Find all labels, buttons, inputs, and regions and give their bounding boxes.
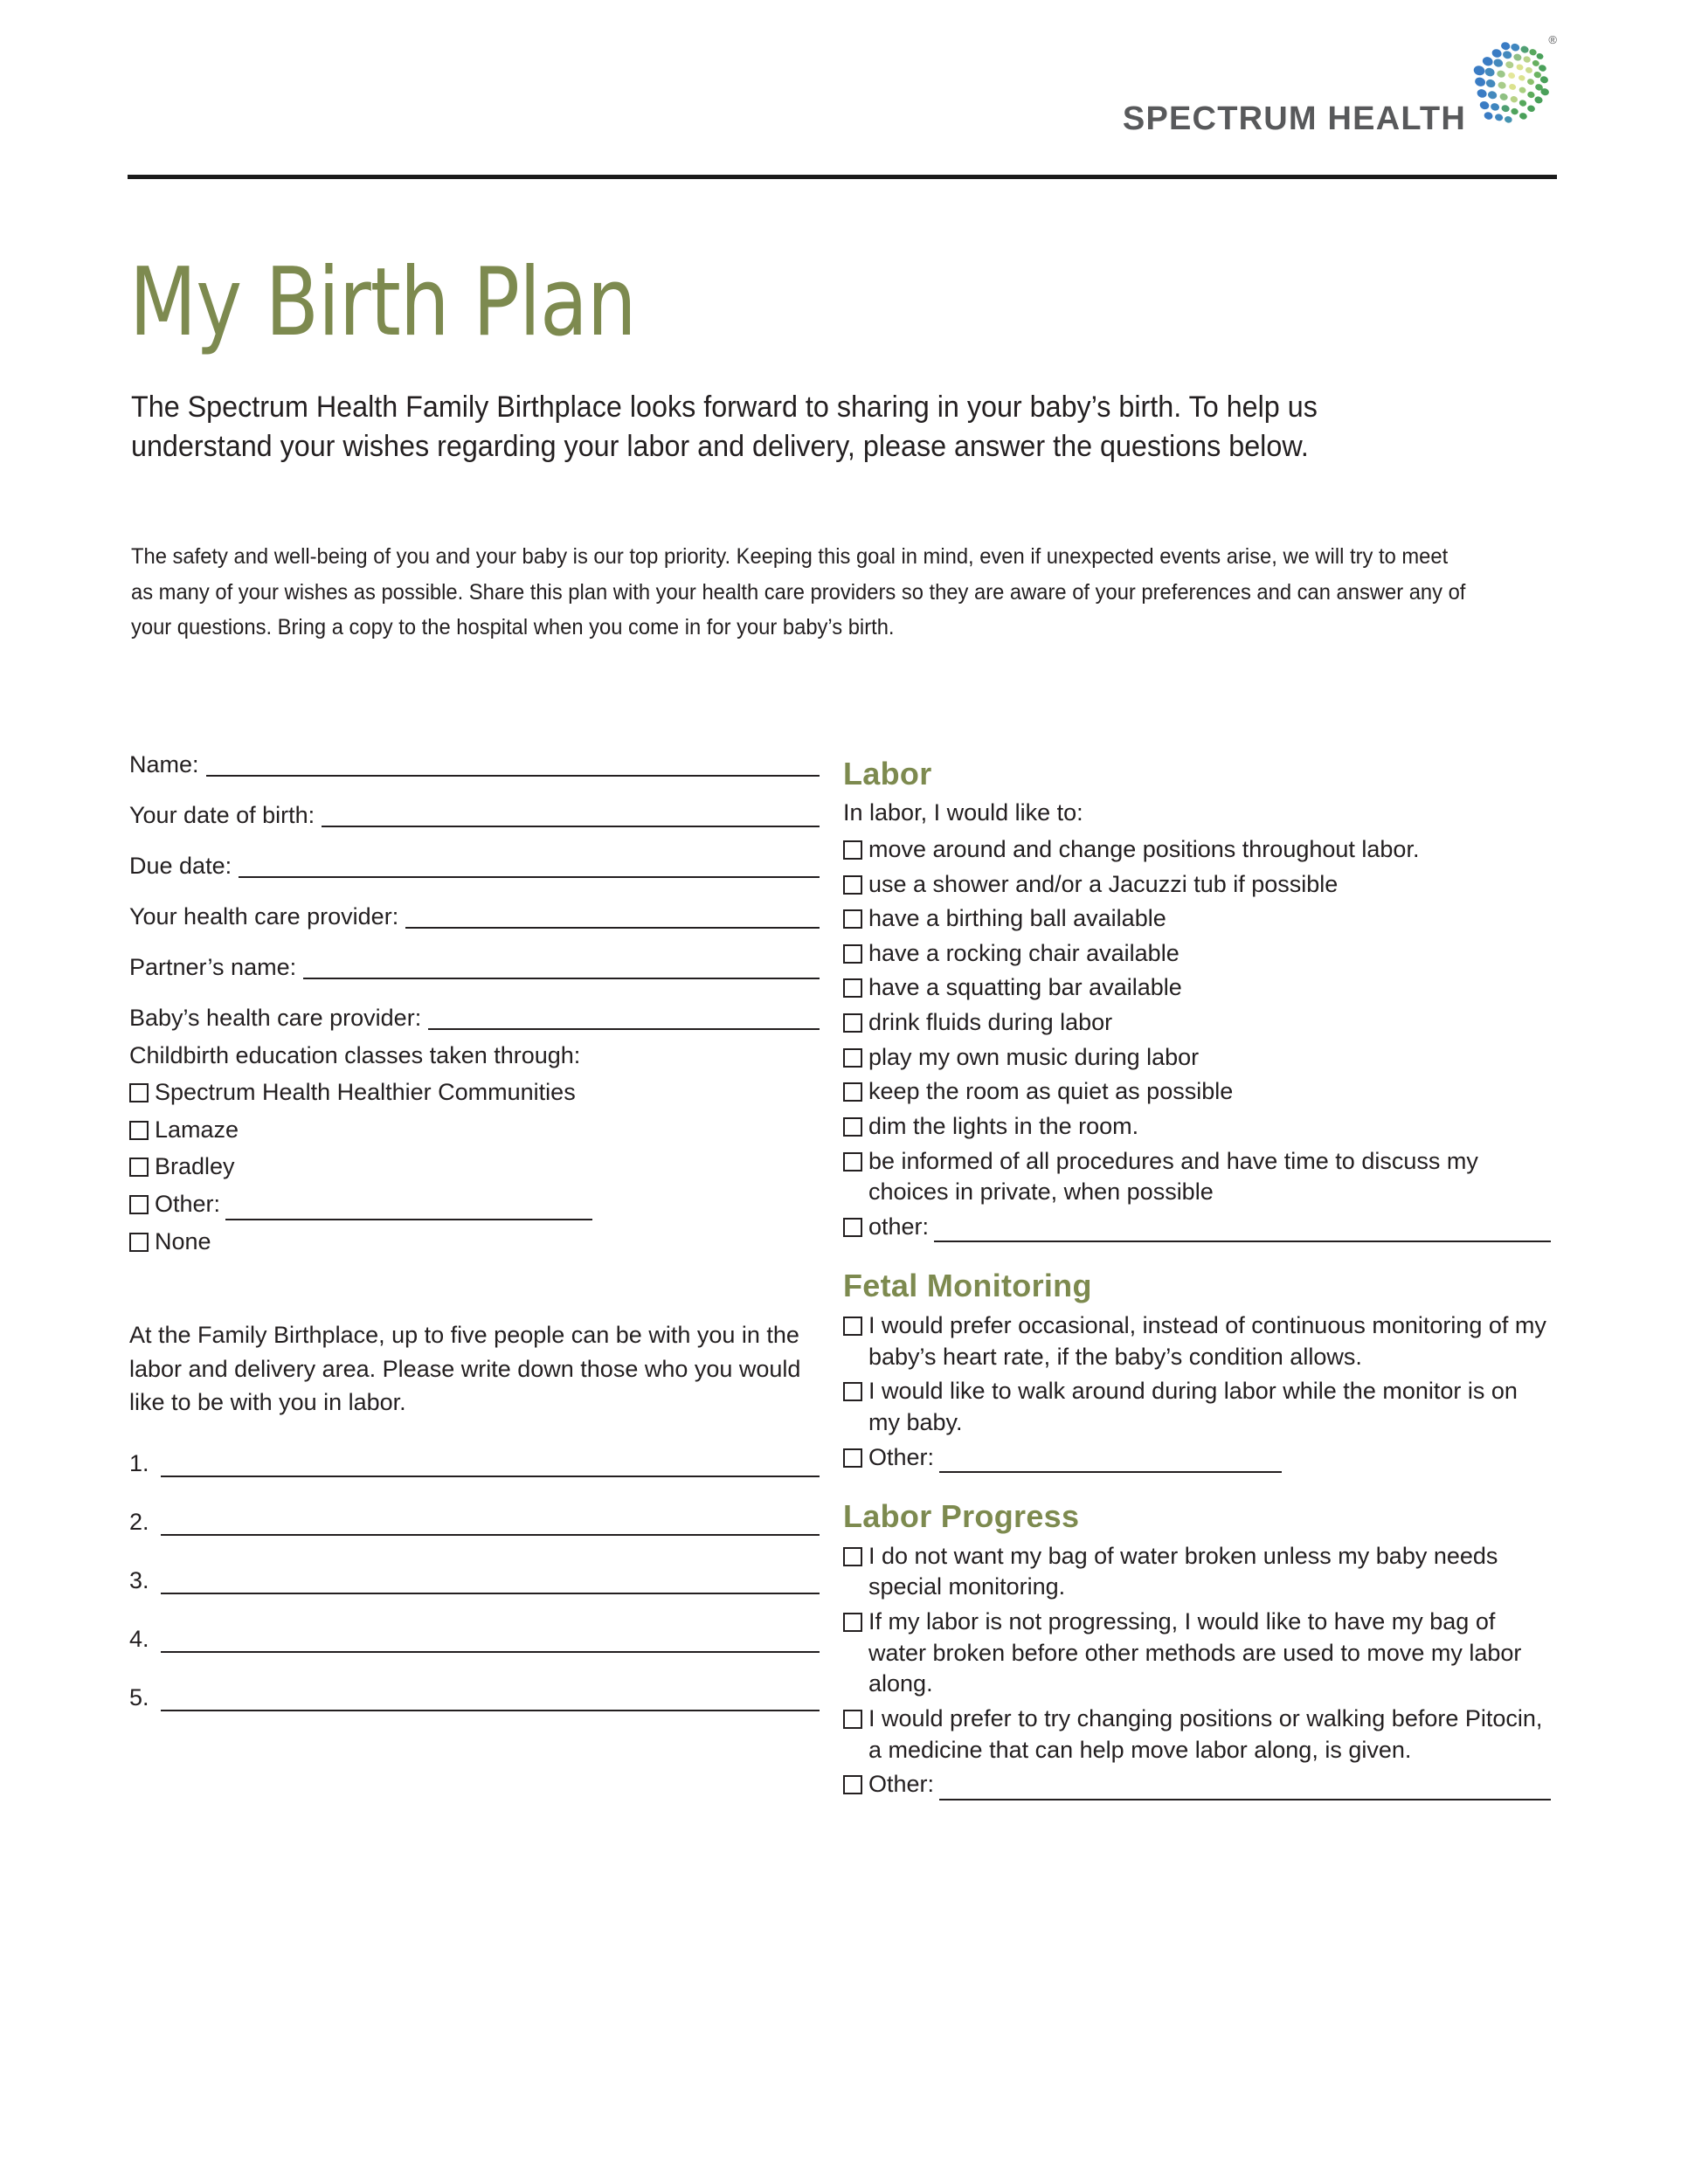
field-label: Name: [129,751,199,778]
checkbox-label: Bradley [155,1153,235,1180]
write-in-line[interactable] [939,1454,1282,1473]
write-in-line[interactable] [161,1518,820,1536]
checkbox-item-fetal-other[interactable] [843,1442,1551,1474]
checkbox-label: keep the room as quiet as possible [868,1078,1234,1105]
section-subheading-labor: In labor, I would like to: [843,798,1083,826]
checkbox-item-progress-break-bag-first[interactable] [843,1607,1551,1700]
checkbox-item-labor-quiet-room[interactable] [843,1076,1551,1108]
checkbox-icon[interactable] [843,944,862,964]
checkbox-label: use a shower and/or a Jacuzzi tub if possible [868,870,1339,897]
section-heading-labor-progress: Labor Progress [843,1498,1080,1535]
spectrum-health-diamond-dots-icon [1464,35,1553,133]
checkbox-label: None [155,1227,211,1254]
field-your-date-of-birth[interactable] [129,804,820,827]
checkbox-item-labor-move-around[interactable] [843,834,1551,866]
checkbox-icon[interactable] [843,1317,862,1336]
checkbox-item-labor-informed-procedures[interactable] [843,1146,1551,1208]
checkbox-item-labor-squatting-bar[interactable] [843,972,1551,1004]
field-label: Baby’s health care provider: [129,1005,422,1031]
checkbox-item-bradley[interactable] [129,1151,820,1183]
checkbox-label: move around and change positions throughout labor. [868,835,1420,862]
list-number: 1. [129,1450,149,1477]
write-in-line[interactable] [161,1694,820,1711]
checkbox-label: I would prefer to try changing positions or walking before Pitocin, a medicine that can help move labor along, is given. [868,1704,1543,1763]
write-in-line[interactable] [161,1635,820,1653]
checkbox-label: Spectrum Health Healthier Communities [155,1079,576,1106]
field-label: Your health care provider: [129,903,399,930]
checkbox-icon[interactable] [129,1083,149,1102]
checkbox-item-labor-shower-jacuzzi[interactable] [843,869,1551,901]
checkbox-label: be informed of all procedures and have time to discuss my choices in private, when possible [868,1147,1478,1206]
attendee-row-3[interactable] [129,1567,820,1594]
checkbox-icon[interactable] [843,1117,862,1137]
checkbox-icon[interactable] [129,1158,149,1177]
field-label: Due date: [129,853,232,879]
childbirth-education-prompt: Childbirth education classes taken through: [129,1042,581,1068]
write-in-line[interactable] [161,1460,820,1477]
attendee-row-2[interactable] [129,1509,820,1536]
left-column [129,753,820,1743]
checkbox-label: If my labor is not progressing, I would like to have my bag of water broken before other methods are used to move my labor along. [868,1608,1522,1697]
write-in-line[interactable] [225,1201,592,1220]
checkbox-item-labor-own-music[interactable] [843,1042,1551,1074]
checkbox-item-progress-positions-before-pitocin[interactable] [843,1704,1551,1766]
checkbox-icon[interactable] [843,1710,862,1729]
attendee-row-1[interactable] [129,1450,820,1477]
checkbox-icon[interactable] [843,1382,862,1401]
attendees-list [129,1450,820,1711]
field-your-health-care-provider[interactable] [129,905,820,929]
section-heading-fetal-monitoring: Fetal Monitoring [843,1268,1092,1304]
checkbox-label: I would like to walk around during labor while the monitor is on my baby. [868,1378,1518,1435]
section-heading-labor: Labor [843,756,932,791]
attendee-row-5[interactable] [129,1684,820,1711]
checkbox-icon[interactable] [843,1048,862,1068]
checkbox-icon[interactable] [843,1218,862,1237]
checkbox-item-lamaze[interactable] [129,1115,820,1146]
page-title: My Birth Plan [129,248,636,358]
checkbox-icon[interactable] [129,1233,149,1252]
write-in-line[interactable] [206,757,820,777]
write-in-line[interactable] [934,1223,1551,1242]
checkbox-icon[interactable] [129,1195,149,1214]
checkbox-icon[interactable] [843,1082,862,1102]
checkbox-icon[interactable] [129,1121,149,1140]
field-name[interactable] [129,753,820,777]
checkbox-item-labor-drink-fluids[interactable] [843,1007,1551,1039]
checkbox-label: dim the lights in the room. [868,1112,1139,1139]
checkbox-label: Lamaze [155,1116,239,1143]
write-in-line[interactable] [428,1011,820,1030]
checkbox-item-fetal-walk-around[interactable] [843,1376,1551,1438]
checkbox-icon[interactable] [843,1775,862,1794]
field-label: Partner’s name: [129,954,297,980]
checkbox-label: have a squatting bar available [868,974,1182,1001]
checkbox-icon[interactable] [843,1448,862,1468]
write-in-line[interactable] [322,808,820,827]
checkbox-item-labor-rocking-chair[interactable] [843,938,1551,970]
write-in-line[interactable] [405,909,820,929]
checkbox-label: Other: [868,1771,935,1798]
spectrum-health-logo [1110,26,1564,157]
intro-body-paragraph: The safety and well-being of you and your baby is our top priority. Keeping this goal in mind, even if unexpected events arise, we will try to meet as many of your wishes as possible. Share this plan with your health care providers so they are aware of your preferences and can answer any of your questions. Bring a copy to the hospital when you come in for your baby’s birth. [131,544,1466,639]
write-in-line[interactable] [239,859,820,878]
checkbox-icon[interactable] [843,840,862,860]
checkbox-item-labor-birthing-ball[interactable] [843,903,1551,935]
checkbox-item-labor-other[interactable] [843,1212,1551,1243]
checkbox-item-none[interactable] [129,1227,820,1258]
checkbox-label: I do not want my bag of water broken unless my baby needs special monitoring. [868,1542,1498,1600]
field-partner-name[interactable] [129,956,820,979]
list-number: 4. [129,1626,149,1653]
list-number: 3. [129,1567,149,1594]
attendees-instructions: At the Family Birthplace, up to five people can be with you in the labor and delivery area. Please write down those who you would like to be with you in labor. [129,1322,801,1416]
field-due-date[interactable] [129,854,820,878]
checkbox-icon[interactable] [843,909,862,929]
checkbox-icon[interactable] [843,1013,862,1033]
checkbox-label: have a rocking chair available [868,939,1180,966]
write-in-line[interactable] [303,960,820,979]
checkbox-item-progress-other[interactable] [843,1769,1551,1800]
checkbox-label: drink fluids during labor [868,1009,1113,1036]
checkbox-icon[interactable] [843,1613,862,1632]
header-divider [128,175,1557,179]
checkbox-icon[interactable] [843,1152,862,1171]
write-in-line[interactable] [939,1781,1551,1800]
right-column [843,757,1551,1804]
checkbox-label: other: [868,1213,930,1240]
checkbox-item-progress-no-bag-broken[interactable] [843,1541,1551,1603]
checkbox-label: I would prefer occasional, instead of continuous monitoring of my baby’s heart rate, if the baby’s condition allows. [868,1312,1546,1370]
brand-wordmark: SPECTRUM HEALTH [1122,100,1466,137]
checkbox-item-spectrum-health-healthier-communities[interactable] [129,1077,820,1109]
checkbox-label: Other: [155,1191,221,1218]
write-in-line[interactable] [161,1577,820,1594]
field-baby-health-care-provider[interactable] [129,1006,820,1030]
checkbox-label: play my own music during labor [868,1043,1200,1070]
field-label: Your date of birth: [129,802,315,828]
checkbox-label: have a birthing ball available [868,905,1166,932]
checkbox-label: Other: [868,1443,935,1470]
checkbox-icon[interactable] [843,875,862,895]
checkbox-icon[interactable] [843,978,862,998]
intro-lead-paragraph: The Spectrum Health Family Birthplace looks forward to sharing in your baby’s birth. To help us understand your wishes regarding your labor and delivery, please answer the questions below. [131,390,1318,463]
attendee-row-4[interactable] [129,1626,820,1653]
registered-trademark-icon: ® [1548,33,1557,46]
checkbox-icon[interactable] [843,1547,862,1566]
checkbox-item-labor-dim-lights[interactable] [843,1111,1551,1143]
checkbox-item-fetal-occasional-monitoring[interactable] [843,1310,1551,1372]
list-number: 5. [129,1684,149,1711]
checkbox-item-education-other[interactable] [129,1189,820,1220]
list-number: 2. [129,1509,149,1536]
